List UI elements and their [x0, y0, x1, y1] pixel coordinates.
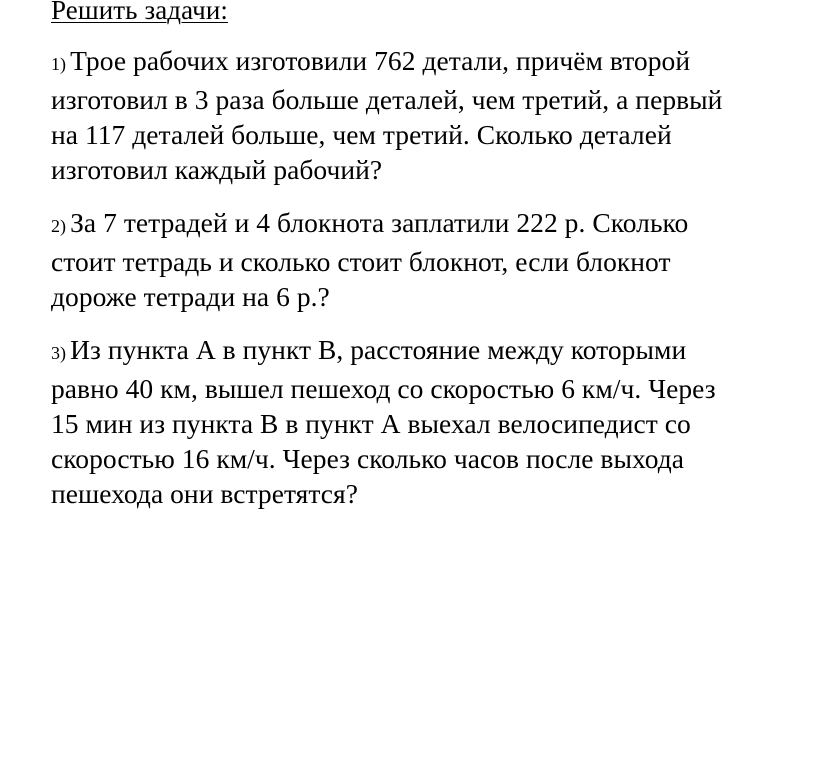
task-number: 1) [51, 54, 67, 74]
task-line: пешехода они встретятся? [51, 478, 358, 509]
document-title: Решить задачи: [51, 0, 228, 25]
task-2 [51, 205, 791, 314]
task-number: 2) [51, 216, 67, 236]
task-line: дороже тетради на 6 р.? [51, 281, 330, 312]
task-line: 3) Из пункта А в пункт В, расстояние между которыми [51, 334, 687, 365]
task-line: скоростью 16 км/ч. Через сколько часов после выхода [51, 443, 685, 474]
task-line: на 117 деталей больше, чем третий. Сколько деталей [51, 119, 672, 150]
task-line: равно 40 км, вышел пешеход со скоростью 6 км/ч. Через [51, 373, 716, 404]
task-3 [51, 332, 791, 511]
task-line: стоит тетрадь и сколько стоит блокнот, если блокнот [51, 246, 671, 277]
document [51, 0, 791, 529]
task-number: 3) [51, 343, 67, 363]
task-line: изготовил в 3 раза больше деталей, чем третий, а первый [51, 84, 723, 115]
task-1 [51, 43, 791, 187]
task-line: изготовил каждый рабочий? [51, 154, 383, 185]
task-line: 2) За 7 тетрадей и 4 блокнота заплатили 222 р. Сколько [51, 207, 689, 238]
task-line: 1) Трое рабочих изготовили 762 детали, причём второй [51, 45, 691, 76]
task-line: 15 мин из пункта В в пункт А выехал велосипедист со [51, 408, 691, 439]
